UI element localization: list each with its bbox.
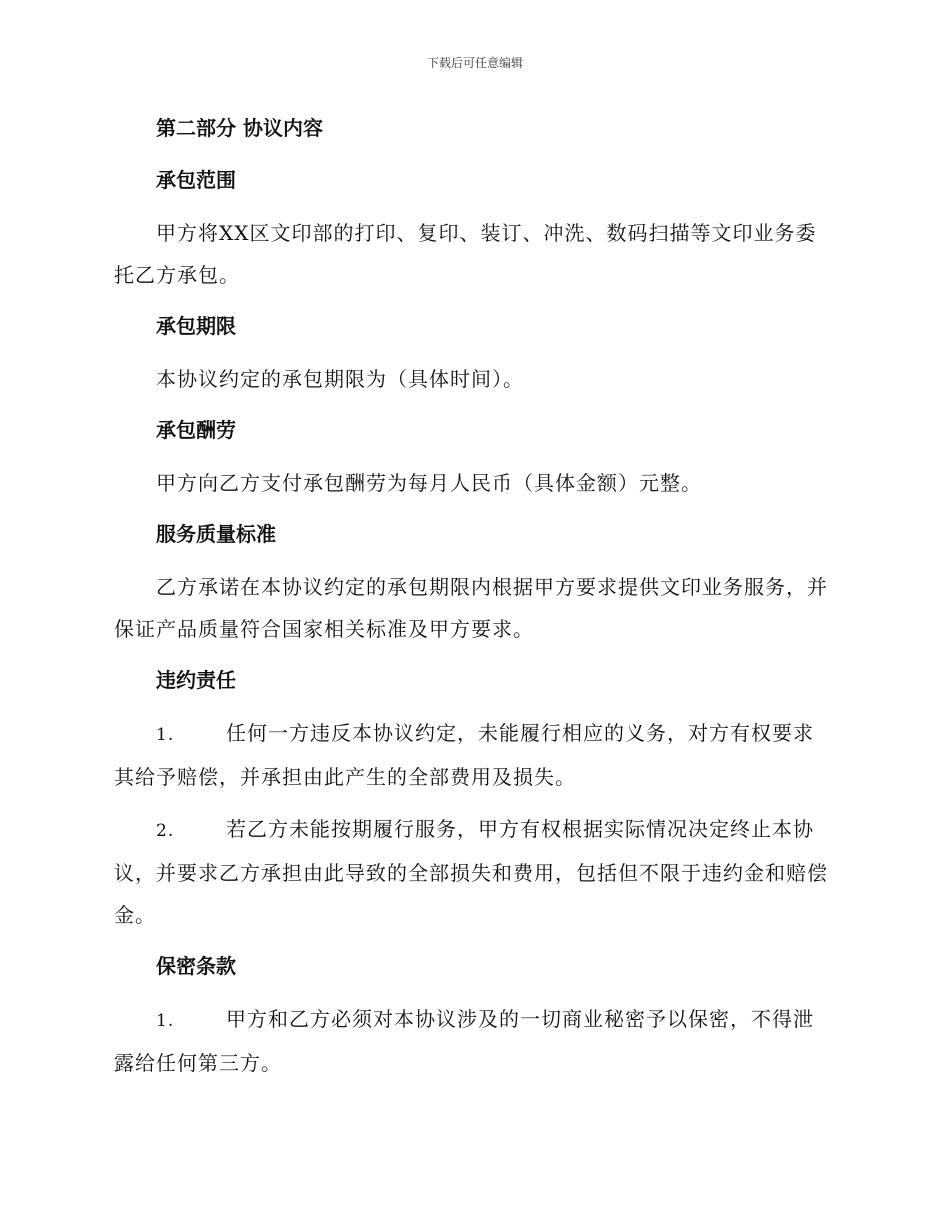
section-heading-remuneration: 承包酬劳 [156, 418, 236, 442]
page-header-note: 下载后可任意编辑 [426, 56, 523, 70]
list-item-liability-2 [114, 808, 834, 936]
list-item-number: 1. [156, 725, 175, 745]
list-item-number: 2. [156, 821, 175, 841]
document-body [114, 108, 834, 1094]
part-title: 第二部分 协议内容 [156, 116, 323, 140]
list-item-liability-1 [114, 712, 834, 798]
list-item-text: 若乙方未能按期履行服务，甲方有权根据实际情况决定终止本协议，并要求乙方承担由此导致的全部损失和费用，包括但不限于违约金和赔偿金。 [114, 817, 828, 927]
section-heading-scope: 承包范围 [156, 168, 236, 192]
section-heading-quality: 服务质量标准 [156, 522, 276, 546]
paragraph-remuneration: 甲方向乙方支付承包酬劳为每月人民币（具体金额）元整。 [156, 471, 702, 495]
list-item-text: 任何一方违反本协议约定，未能履行相应的义务，对方有权要求其给予赔偿，并承担由此产生的全部费用及损失。 [114, 721, 814, 789]
list-item-confidentiality-1 [114, 998, 834, 1084]
section-heading-term: 承包期限 [156, 314, 236, 338]
paragraph-quality: 乙方承诺在本协议约定的承包期限内根据甲方要求提供文印业务服务，并保证产品质量符合国家相关标准及甲方要求。 [114, 575, 828, 641]
section-heading-confidentiality: 保密条款 [156, 954, 236, 978]
list-item-text: 甲方和乙方必须对本协议涉及的一切商业秘密予以保密，不得泄露给任何第三方。 [114, 1007, 814, 1075]
list-item-number: 1. [156, 1011, 175, 1031]
paragraph-term: 本协议约定的承包期限为（具体时间）。 [156, 367, 524, 391]
section-heading-liability: 违约责任 [156, 668, 236, 692]
paragraph-scope: 甲方将XX区文印部的打印、复印、装订、冲洗、数码扫描等文印业务委托乙方承包。 [114, 221, 817, 287]
